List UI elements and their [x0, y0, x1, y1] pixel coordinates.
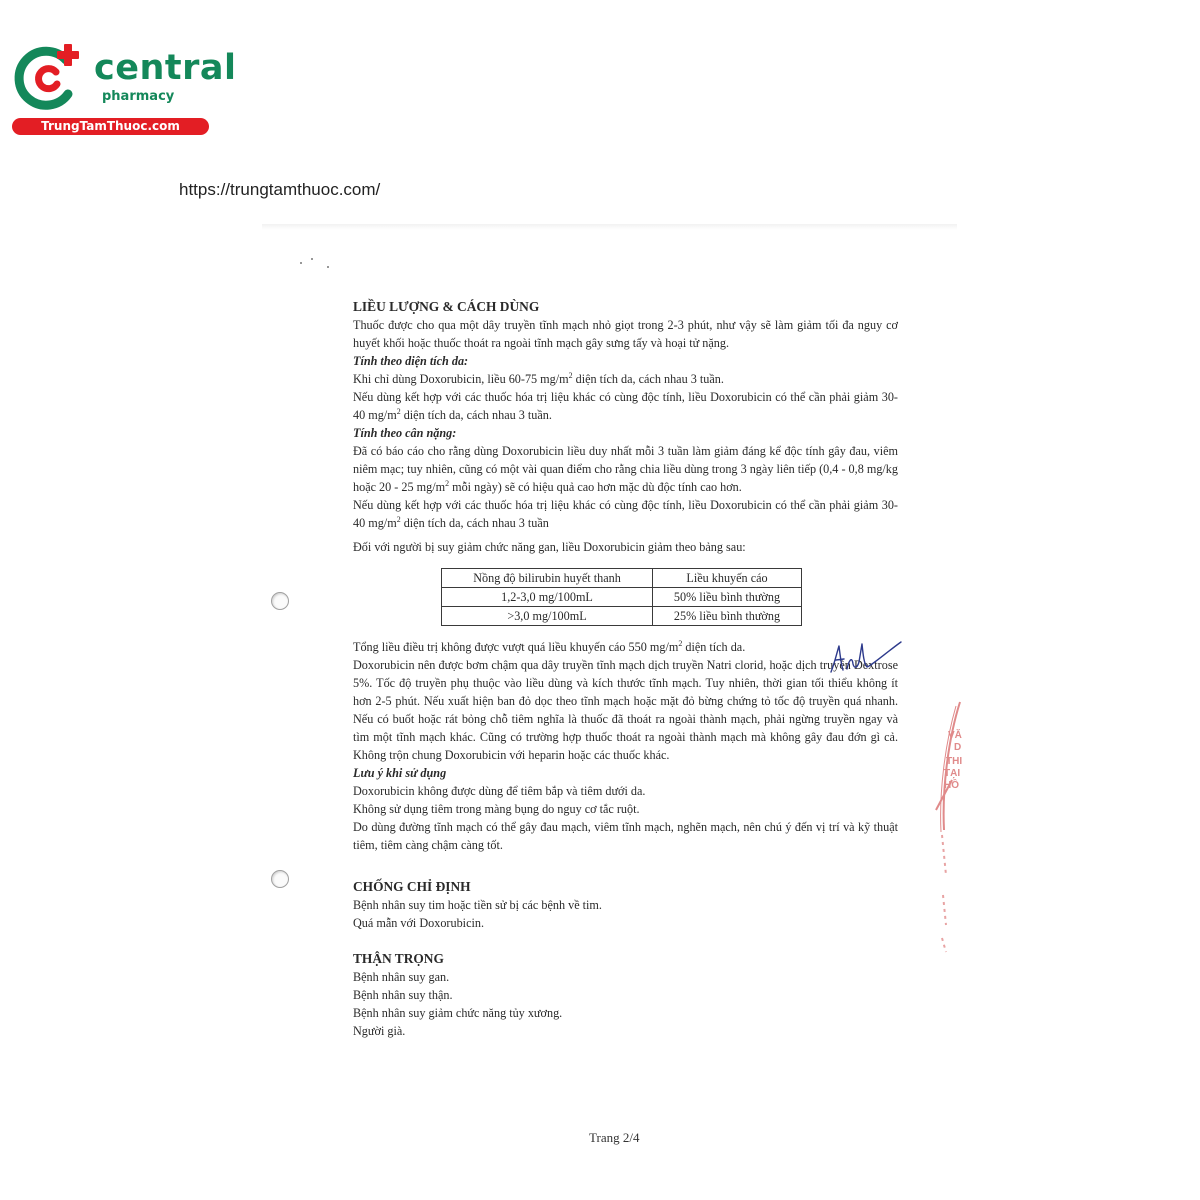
- precautions-heading: THẬN TRỌNG: [353, 951, 444, 966]
- scan-speck: [300, 262, 302, 264]
- bsa-paragraph-2: Nếu dùng kết hợp với các thuốc hóa trị liệu khác có cùng độc tính, liều Doxorubicin có thể cần phải giảm 30-40 $mg/m^2$ diện tích da, cách nhau 3 tuần.: [353, 390, 898, 422]
- source-url[interactable]: https://trungtamthuoc.com/: [179, 180, 381, 199]
- table-row: [442, 588, 802, 607]
- scan-speck: [327, 266, 329, 268]
- table-header-cell: Nồng độ bilirubin huyết thanh: [442, 569, 653, 588]
- brand-name: central: [94, 48, 237, 88]
- notes-line: Doxorubicin không được dùng để tiêm bắp và tiêm dưới da.: [353, 784, 646, 798]
- dosage-intro: Thuốc được cho qua một dây truyền tĩnh mạch nhỏ giọt trong 2-3 phút, như vậy sẽ làm giảm tối đa nguy cơ huyết khối hoặc thuốc thoát ra ngoài tĩnh mạch gây sưng tấy và hoại tử nặng.: [353, 318, 898, 350]
- weight-heading: Tính theo cân nặng:: [353, 426, 457, 440]
- approval-stamp: [926, 700, 966, 960]
- table-cell: >3,0 mg/100mL: [442, 607, 653, 626]
- dosage-heading: LIỀU LƯỢNG & CÁCH DÙNG: [353, 299, 540, 314]
- liver-intro: Đối với người bị suy giảm chức năng gan, liều Doxorubicin giảm theo bảng sau:: [353, 540, 746, 554]
- notes-line: Không sử dụng tiêm trong màng bụng do nguy cơ tắc ruột.: [353, 802, 640, 816]
- weight-paragraph-1: Đã có báo cáo cho rằng dùng Doxorubicin liều duy nhất mỗi 3 tuần làm giảm đáng kể độc tính gây đau, viêm niêm mạc; tuy nhiên, cũng có một vài quan điểm cho rằng chia liều dùng trong 3 ngày liên tiếp (0,4 - 0,8 mg/kg hoặc 20 - 25 $mg/m^2$ mỗi ngày) sẽ có hiệu quả cao hơn mặc dù độc tính cao hơn.: [353, 444, 898, 494]
- table-cell: 50% liều bình thường: [653, 588, 802, 607]
- notes-heading: Lưu ý khi sử dụng: [353, 766, 447, 780]
- stamp-text: THI: [946, 756, 963, 767]
- punch-hole: [271, 870, 289, 888]
- table-header-row: [442, 569, 802, 588]
- table-cell: 25% liều bình thường: [653, 607, 802, 626]
- total-dose: Tổng liều điều trị không được vượt quá liều khuyến cáo 550 $mg/m^2$ diện tích da.: [353, 638, 746, 654]
- brand-subtitle: pharmacy: [102, 89, 175, 104]
- precaution-line: Bệnh nhân suy giảm chức năng tủy xương.: [353, 1006, 563, 1020]
- stamp-text: D: [954, 742, 962, 753]
- document-body: [353, 298, 898, 1040]
- scan-edge: [262, 224, 957, 230]
- bsa-heading: Tính theo diện tích da:: [353, 354, 469, 368]
- stamp-text: VĂ: [948, 730, 962, 741]
- notes-line: Do dùng đường tĩnh mạch có thể gây đau mạch, viêm tĩnh mạch, nghẽn mạch, nên chú ý đến vị trí và kỹ thuật tiêm, tiêm càng chậm càng tốt.: [353, 820, 898, 852]
- brand-logo: [12, 40, 237, 140]
- precaution-line: Bệnh nhân suy thận.: [353, 988, 453, 1002]
- page-number: Trang 2/4: [589, 1130, 640, 1145]
- scan-speck: [311, 258, 313, 260]
- pharmacy-cross-logo-icon: [12, 40, 92, 112]
- stamp-text: HỒ: [944, 780, 959, 791]
- precaution-line: Người già.: [353, 1024, 406, 1038]
- table-header-cell: Liều khuyến cáo: [653, 569, 802, 588]
- contraindication-line: Bệnh nhân suy tim hoặc tiền sử bị các bệnh về tim.: [353, 898, 602, 912]
- table-row: [442, 607, 802, 626]
- bilirubin-table: [441, 568, 802, 626]
- contraindications-heading: CHỐNG CHỈ ĐỊNH: [353, 879, 471, 894]
- brand-badge[interactable]: TrungTamThuoc.com: [12, 118, 209, 135]
- handwritten-signature: [827, 638, 907, 678]
- stamp-text: TẠI: [944, 768, 961, 779]
- contraindication-line: Quá mẫn với Doxorubicin.: [353, 916, 485, 930]
- bsa-paragraph-1: Khi chỉ dùng Doxorubicin, liều 60-75 $mg/m^2$ diện tích da, cách nhau 3 tuần.: [353, 370, 724, 386]
- weight-paragraph-2: Nếu dùng kết hợp với các thuốc hóa trị liệu khác có cùng độc tính, liều Doxorubicin có thể cần phải giảm 30-40 $mg/m^2$ diện tích da, cách nhau 3 tuần: [353, 498, 898, 530]
- precaution-line: Bệnh nhân suy gan.: [353, 970, 450, 984]
- punch-hole: [271, 592, 289, 610]
- administration-paragraph: Doxorubicin nên được bơm chậm qua dây truyền tĩnh mạch dịch truyền Natri clorid, hoặc dịch truyền Dextrose 5%. Tốc độ truyền phụ thuộc vào liều dùng và kích thước tĩnh mạch. Tuy nhiên, thời gian tối thiểu không ít hơn 2-5 phút. Nếu xuất hiện ban đỏ dọc theo tĩnh mạch hoặc mặt đỏ bừng chứng tỏ tốc độ truyền quá nhanh. Nếu có buốt hoặc rát bỏng chỗ tiêm nghĩa là thuốc đã thoát ra ngoài thành mạch, phải ngừng truyền ngay và tìm một tĩnh mạch khác. Cũng có trường hợp thuốc thoát ra ngoài thành mạch mà không gây đau đớn gì cả. Không trộn chung Doxorubicin với heparin hoặc các thuốc khác.: [353, 658, 898, 762]
- table-cell: 1,2-3,0 mg/100mL: [442, 588, 653, 607]
